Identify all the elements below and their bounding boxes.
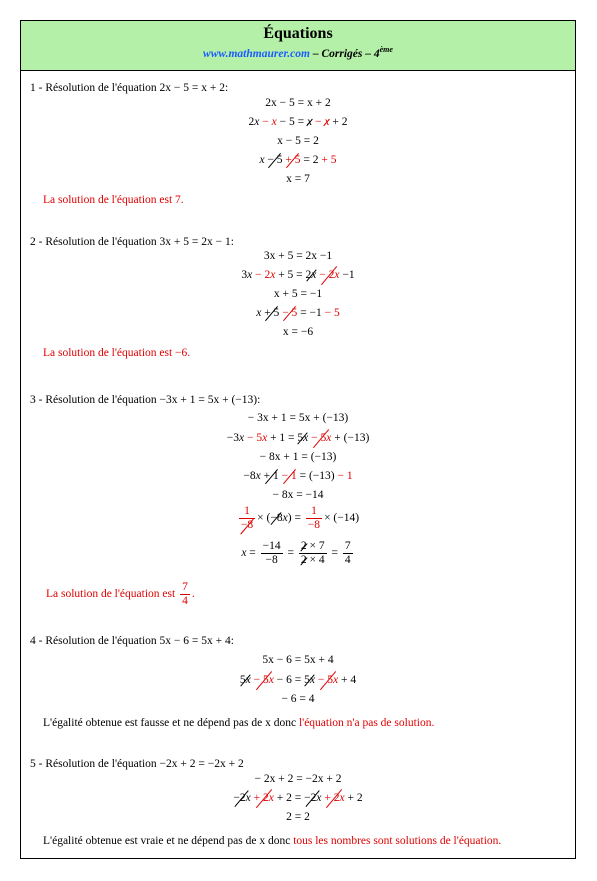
section-label: Corrigés	[321, 47, 363, 60]
page-frame	[20, 20, 576, 859]
ex2-step-2: 3x − 2x + 5 = 2x − 2x −1	[241, 269, 355, 281]
ex4-note: L'égalité obtenue est fausse et ne dépend pas de x donc l'équation n'a pas de solution.	[43, 717, 435, 729]
ex5-step-1: − 2x + 2 = −2x + 2	[254, 773, 342, 785]
ex3-step-2: −3x − 5x + 1 = 5x − 5x + (−13)	[226, 432, 370, 444]
ex2-step-3: x + 5 = −1	[273, 288, 323, 300]
ex4-step-2: 5x − 5x − 6 = 5x − 5x + 4	[239, 674, 357, 686]
ex3-step-6: $\frac{1}{-8}$ × (−8x) = $\frac{1}{-8}$ × (−14)	[240, 505, 360, 531]
ex3-answer: La solution de l'équation est $\frac{7}{4}$ .	[46, 581, 195, 607]
exercise-4-statement: 4 - Résolution de l'équation 5x − 6 = 5x + 4:	[30, 635, 234, 647]
ex4-step-3: − 6 = 4	[281, 693, 315, 705]
ex5-step-2: −2x + 2x + 2 = −2x + 2x + 2	[233, 792, 363, 804]
ex5-note: L'égalité obtenue est vraie et ne dépend pas de x donc tous les nombres sont solutions de l'équation.	[43, 835, 502, 847]
site-link[interactable]: www.mathmaurer.com	[203, 47, 310, 60]
exercise-2-statement: 2 - Résolution de l'équation 3x + 5 = 2x − 1:	[30, 236, 234, 248]
page-title: Équations	[263, 25, 333, 42]
ex1-step-2: 2x − x − 5 = x − x + 2	[248, 116, 348, 128]
ex3-step-3: − 8x + 1 = (−13)	[259, 451, 337, 463]
ex1-step-3: x − 5 = 2	[277, 135, 319, 147]
ex5-step-3: 2 = 2	[286, 811, 310, 823]
ex2-answer: La solution de l'équation est −6.	[43, 347, 191, 359]
ex1-step-5: x = 7	[286, 173, 310, 185]
exercise-5-statement: 5 - Résolution de l'équation −2x + 2 = −2x + 2	[30, 758, 244, 770]
exercise-3-statement: 3 - Résolution de l'équation −3x + 1 = 5x + (−13):	[30, 394, 261, 406]
page-subtitle: www.mathmaurer.com – Corrigés – 4ème	[203, 45, 393, 60]
ex4-conclusion: l'équation n'a pas de solution.	[298, 717, 435, 729]
ex3-step-4: −8x + 1 − 1 = (−13) − 1	[243, 470, 353, 482]
header	[21, 21, 575, 71]
ex5-conclusion: tous les nombres sont solutions de l'équation.	[293, 835, 502, 847]
ex3-step-7: x = $\frac{-14}{-8}$ = $\frac{2 \times 7}{2 \times 4}$ = $\frac{7}{4}$	[241, 540, 351, 566]
ex1-step-1: 2x − 5 = x + 2	[265, 97, 331, 109]
ex1-step-4: x − 5 + 5 = 2 + 5	[259, 154, 337, 166]
ex3-step-5: − 8x = −14	[272, 489, 324, 501]
level-label: 4ème	[373, 45, 393, 60]
ex4-step-1: 5x − 6 = 5x + 4	[262, 654, 334, 666]
ex2-step-5: x = −6	[282, 326, 314, 338]
ex2-step-1: 3x + 5 = 2x −1	[263, 250, 333, 262]
ex2-step-4: x + 5 − 5 = −1 − 5	[256, 307, 340, 319]
ex1-answer: La solution de l'équation est 7.	[43, 194, 184, 206]
ex3-step-1: − 3x + 1 = 5x + (−13)	[247, 412, 349, 424]
exercise-1-statement: 1 - Résolution de l'équation 2x − 5 = x + 2:	[30, 82, 229, 94]
